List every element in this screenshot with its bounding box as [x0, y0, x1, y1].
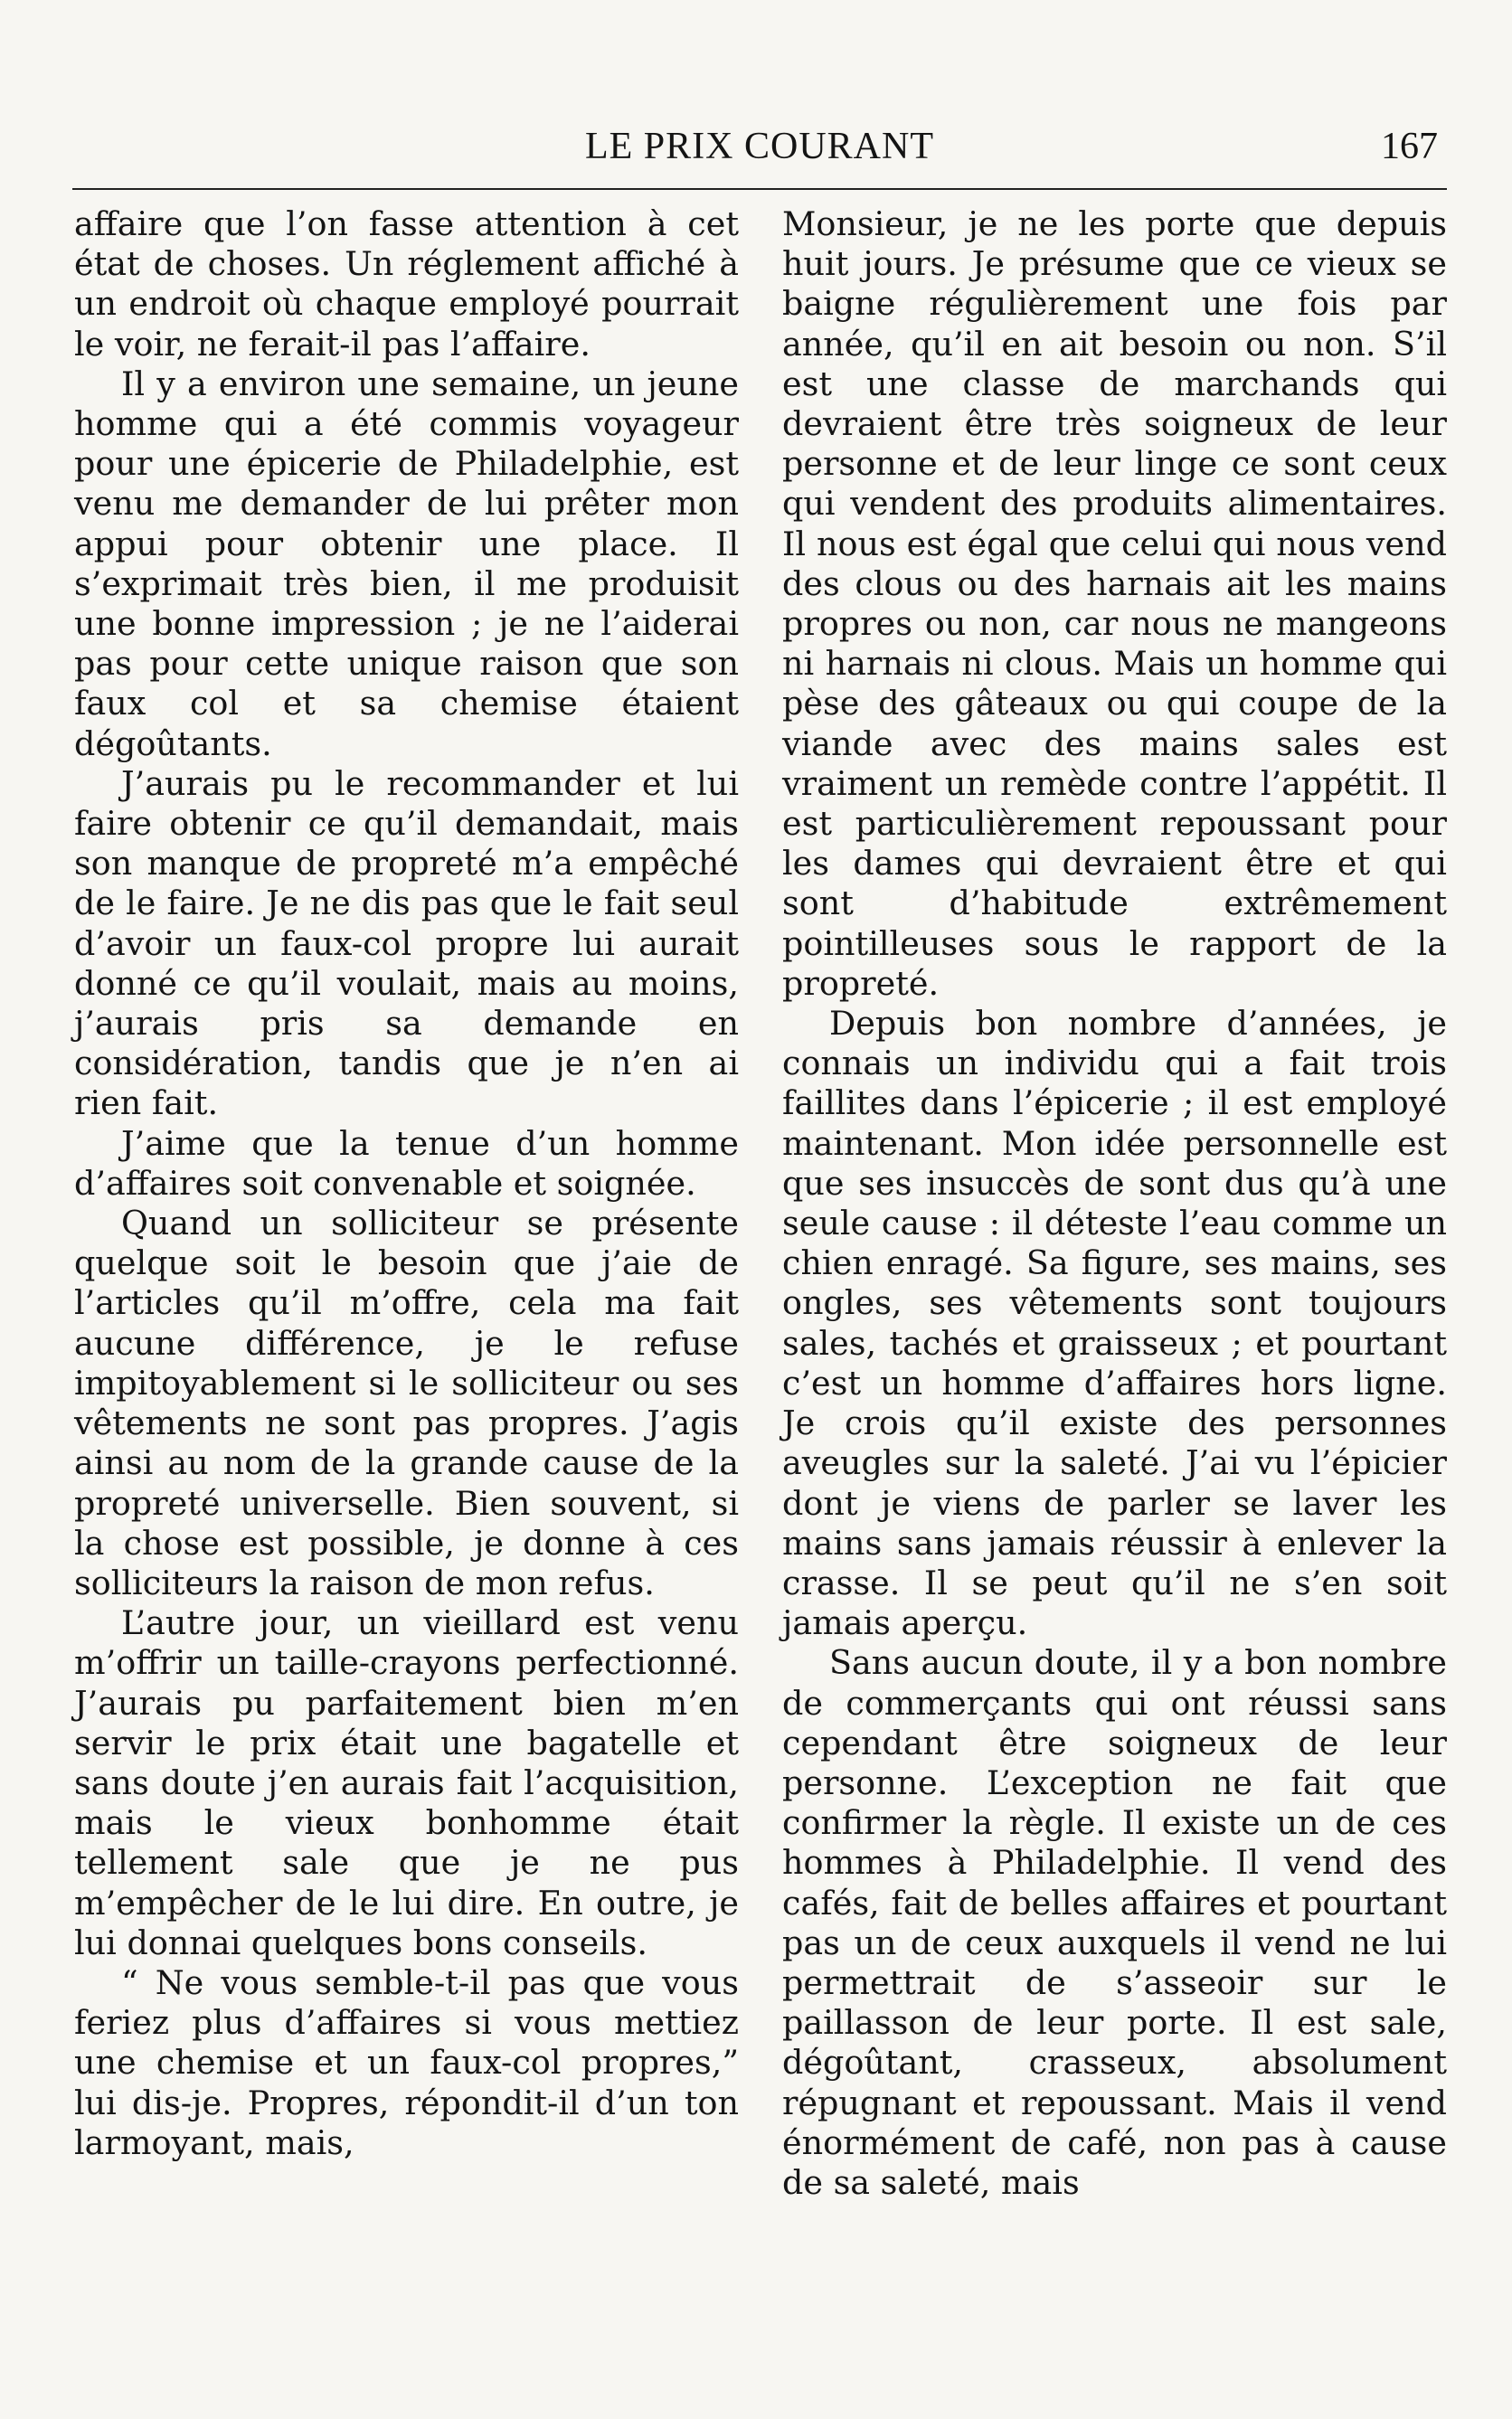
header-rule — [72, 188, 1447, 190]
paragraph: Monsieur, je ne les porte que depuis huit jours. Je présume que ce vieux se baigne régulièrement une fois par année, qu’il en ait besoin ou non. S’il est une classe de marchands qui devraient être très soigneux de leur personne et de leur linge ce sont ceux qui vendent des produits alimentaires. Il nous est égal que celui qui nous vend des clous ou des harnais ait les mains propres ou non, car nous ne mangeons ni harnais ni clous. Mais un homme qui pèse des gâteaux ou qui coupe de la viande avec des mains sales est vraiment un remède contre l’appétit. Il est particulièrement repoussant pour les dames qui devraient être et qui sont d’habitude extrêmement pointilleuses sous le rapport de la propreté. — [782, 204, 1447, 1003]
paragraph: Il y a environ une semaine, un jeune homme qui a été commis voyageur pour une épicerie de Philadelphie, est venu me demander de lui prêter mon appui pour obtenir une place. Il s’exprimait très bien, il me produisit une bonne impression ; je ne l’aiderai pas pour cette unique raison que son faux col et sa chemise étaient dégoûtants. — [74, 364, 739, 763]
paragraph: L’autre jour, un vieillard est venu m’offrir un taille-crayons perfectionné. J’aurais pu parfaitement bien m’en servir le prix était une bagatelle et sans doute j’en aurais fait l’acquisition, mais le vieux bonhomme était tellement sale que je ne pus m’empêcher de le lui dire. En outre, je lui donnai quelques bons conseils. — [74, 1603, 739, 1962]
page-header — [72, 125, 1447, 179]
running-title: LE PRIX COURANT — [584, 126, 934, 167]
paragraph: Depuis bon nombre d’années, je connais un individu qui a fait trois faillites dans l’épicerie ; il est employé maintenant. Mon idée personnelle est que ses insuccès de sont dus qu’à une seule cause : il déteste l’eau comme un chien enragé. Sa figure, ses mains, ses ongles, ses vêtements sont toujours sales, tachés et graisseux ; et pourtant c’est un homme d’affaires hors ligne. Je crois qu’il existe des personnes aveugles sur la saleté. J’ai vu l’épicier dont je viens de parler se laver les mains sans jamais réussir à enlever la crasse. Il se peut qu’il ne s’en soit jamais aperçu. — [782, 1004, 1447, 1643]
right-column — [782, 204, 1447, 2203]
paragraph: “ Ne vous semble-t-il pas que vous feriez plus d’affaires si vous mettiez une chemise et un faux-col propres,” lui dis-je. Propres, répondit-il d’un ton larmoyant, mais, — [74, 1962, 739, 2162]
left-column — [74, 204, 739, 2163]
paragraph: affaire que l’on fasse attention à cet état de choses. Un réglement affiché à un endroit où chaque employé pourrait le voir, ne ferait-il pas l’affaire. — [74, 204, 739, 364]
paragraph: J’aurais pu le recommander et lui faire obtenir ce qu’il demandait, mais son manque de propreté m’a empêché de le faire. Je ne dis pas que le fait seul d’avoir un faux-col propre lui aurait donné ce qu’il voulait, mais au moins, j’aurais pris sa demande en considération, tandis que je n’en ai rien fait. — [74, 763, 739, 1123]
paragraph: Sans aucun doute, il y a bon nombre de commerçants qui ont réussi sans cependant être soigneux de leur personne. L’exception ne fait que confirmer la règle. Il existe un de ces hommes à Philadelphie. Il vend des cafés, fait de belles affaires et pourtant pas un de ceux auxquels il vend ne lui permettrait de s’asseoir sur le paillasson de leur porte. Il est sale, dégoûtant, crasseux, absolument répugnant et repoussant. Mais il vend énormément de café, non pas à cause de sa saleté, mais — [782, 1643, 1447, 2202]
page-number: 167 — [1381, 126, 1438, 167]
paragraph: Quand un solliciteur se présente quelque soit le besoin que j’aie de l’articles qu’il m’offre, cela ma fait aucune différence, je le refuse impitoyablement si le solliciteur ou ses vêtements ne sont pas propres. J’agis ainsi au nom de la grande cause de la propreté universelle. Bien souvent, si la chose est possible, je donne à ces solliciteurs la raison de mon refus. — [74, 1204, 739, 1602]
paragraph: J’aime que la tenue d’un homme d’affaires soit convenable et soignée. — [74, 1123, 739, 1203]
